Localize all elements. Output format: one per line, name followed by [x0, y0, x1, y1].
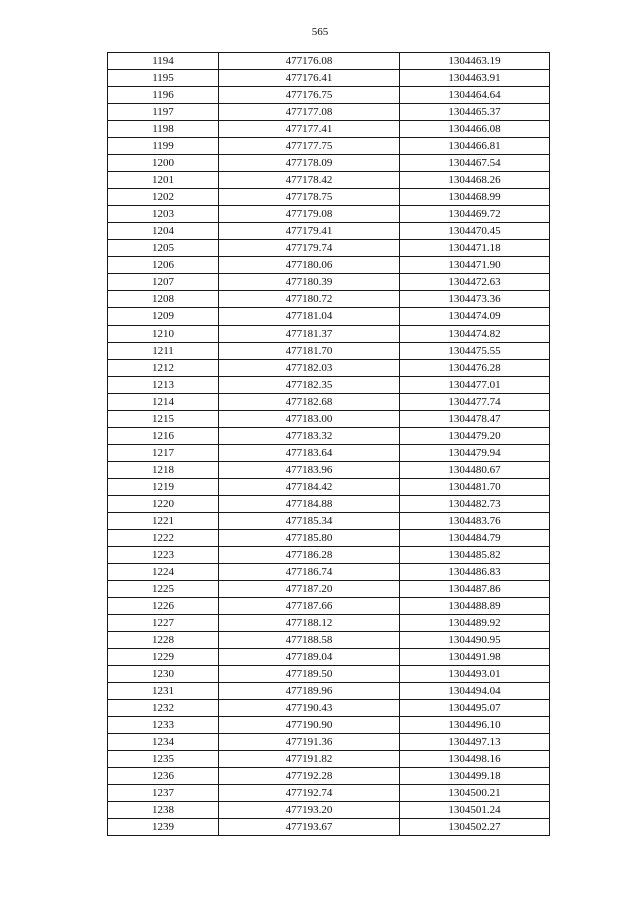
y-coordinate-cell: 1304499.18	[400, 768, 550, 785]
table-row	[108, 121, 550, 138]
point-number-cell: 1238	[108, 802, 219, 819]
y-coordinate-cell: 1304480.67	[400, 461, 550, 478]
page-number: 565	[311, 26, 329, 38]
table-row	[108, 138, 550, 155]
point-number-cell: 1203	[108, 206, 219, 223]
x-coordinate-cell: 477176.75	[219, 87, 400, 104]
x-coordinate-cell: 477189.50	[219, 666, 400, 683]
x-coordinate-cell: 477191.36	[219, 734, 400, 751]
point-number-cell: 1198	[108, 121, 219, 138]
point-number-cell: 1195	[108, 70, 219, 87]
table-row	[108, 359, 550, 376]
x-coordinate-cell: 477181.04	[219, 308, 400, 325]
x-coordinate-cell: 477179.41	[219, 223, 400, 240]
table-row	[108, 751, 550, 768]
y-coordinate-cell: 1304471.18	[400, 240, 550, 257]
x-coordinate-cell: 477188.12	[219, 615, 400, 632]
x-coordinate-cell: 477189.04	[219, 649, 400, 666]
table-row	[108, 461, 550, 478]
table-row	[108, 649, 550, 666]
table-row	[108, 495, 550, 512]
point-number-cell: 1219	[108, 478, 219, 495]
point-number-cell: 1209	[108, 308, 219, 325]
x-coordinate-cell: 477183.64	[219, 444, 400, 461]
table-row	[108, 410, 550, 427]
x-coordinate-cell: 477192.28	[219, 768, 400, 785]
table-row	[108, 206, 550, 223]
table-row	[108, 512, 550, 529]
x-coordinate-cell: 477177.08	[219, 104, 400, 121]
point-number-cell: 1213	[108, 376, 219, 393]
table-row	[108, 819, 550, 836]
x-coordinate-cell: 477182.03	[219, 359, 400, 376]
y-coordinate-cell: 1304471.90	[400, 257, 550, 274]
x-coordinate-cell: 477191.82	[219, 751, 400, 768]
point-number-cell: 1200	[108, 155, 219, 172]
x-coordinate-cell: 477183.00	[219, 410, 400, 427]
table-row	[108, 529, 550, 546]
point-number-cell: 1226	[108, 598, 219, 615]
table-row	[108, 223, 550, 240]
x-coordinate-cell: 477193.67	[219, 819, 400, 836]
table-row	[108, 444, 550, 461]
y-coordinate-cell: 1304490.95	[400, 632, 550, 649]
y-coordinate-cell: 1304472.63	[400, 274, 550, 291]
table-row	[108, 274, 550, 291]
y-coordinate-cell: 1304488.89	[400, 598, 550, 615]
point-number-cell: 1231	[108, 683, 219, 700]
point-number-cell: 1221	[108, 512, 219, 529]
point-number-cell: 1194	[108, 53, 219, 70]
point-number-cell: 1222	[108, 529, 219, 546]
point-number-cell: 1235	[108, 751, 219, 768]
table-row	[108, 325, 550, 342]
y-coordinate-cell: 1304475.55	[400, 342, 550, 359]
x-coordinate-cell: 477176.08	[219, 53, 400, 70]
coordinates-table-body	[108, 53, 550, 836]
y-coordinate-cell: 1304486.83	[400, 563, 550, 580]
point-number-cell: 1228	[108, 632, 219, 649]
y-coordinate-cell: 1304479.94	[400, 444, 550, 461]
table-row	[108, 342, 550, 359]
y-coordinate-cell: 1304473.36	[400, 291, 550, 308]
point-number-cell: 1197	[108, 104, 219, 121]
table-row	[108, 683, 550, 700]
point-number-cell: 1225	[108, 580, 219, 597]
point-number-cell: 1237	[108, 785, 219, 802]
point-number-cell: 1216	[108, 427, 219, 444]
point-number-cell: 1212	[108, 359, 219, 376]
point-number-cell: 1199	[108, 138, 219, 155]
point-number-cell: 1215	[108, 410, 219, 427]
point-number-cell: 1207	[108, 274, 219, 291]
x-coordinate-cell: 477179.74	[219, 240, 400, 257]
point-number-cell: 1220	[108, 495, 219, 512]
table-row	[108, 768, 550, 785]
y-coordinate-cell: 1304469.72	[400, 206, 550, 223]
x-coordinate-cell: 477187.20	[219, 580, 400, 597]
y-coordinate-cell: 1304487.86	[400, 580, 550, 597]
table-row	[108, 189, 550, 206]
point-number-cell: 1205	[108, 240, 219, 257]
x-coordinate-cell: 477183.32	[219, 427, 400, 444]
table-row	[108, 598, 550, 615]
point-number-cell: 1233	[108, 717, 219, 734]
point-number-cell: 1217	[108, 444, 219, 461]
y-coordinate-cell: 1304468.99	[400, 189, 550, 206]
x-coordinate-cell: 477188.58	[219, 632, 400, 649]
point-number-cell: 1202	[108, 189, 219, 206]
y-coordinate-cell: 1304502.27	[400, 819, 550, 836]
table-row	[108, 393, 550, 410]
table-row	[108, 563, 550, 580]
x-coordinate-cell: 477181.70	[219, 342, 400, 359]
y-coordinate-cell: 1304494.04	[400, 683, 550, 700]
y-coordinate-cell: 1304483.76	[400, 512, 550, 529]
y-coordinate-cell: 1304465.37	[400, 104, 550, 121]
table-row	[108, 308, 550, 325]
y-coordinate-cell: 1304500.21	[400, 785, 550, 802]
y-coordinate-cell: 1304467.54	[400, 155, 550, 172]
point-number-cell: 1234	[108, 734, 219, 751]
y-coordinate-cell: 1304463.91	[400, 70, 550, 87]
y-coordinate-cell: 1304485.82	[400, 546, 550, 563]
y-coordinate-cell: 1304468.26	[400, 172, 550, 189]
x-coordinate-cell: 477185.34	[219, 512, 400, 529]
x-coordinate-cell: 477189.96	[219, 683, 400, 700]
point-number-cell: 1229	[108, 649, 219, 666]
x-coordinate-cell: 477176.41	[219, 70, 400, 87]
y-coordinate-cell: 1304470.45	[400, 223, 550, 240]
point-number-cell: 1201	[108, 172, 219, 189]
point-number-cell: 1210	[108, 325, 219, 342]
point-number-cell: 1206	[108, 257, 219, 274]
point-number-cell: 1218	[108, 461, 219, 478]
y-coordinate-cell: 1304495.07	[400, 700, 550, 717]
point-number-cell: 1214	[108, 393, 219, 410]
y-coordinate-cell: 1304463.19	[400, 53, 550, 70]
point-number-cell: 1208	[108, 291, 219, 308]
table-row	[108, 172, 550, 189]
y-coordinate-cell: 1304478.47	[400, 410, 550, 427]
y-coordinate-cell: 1304501.24	[400, 802, 550, 819]
y-coordinate-cell: 1304477.74	[400, 393, 550, 410]
y-coordinate-cell: 1304493.01	[400, 666, 550, 683]
x-coordinate-cell: 477178.09	[219, 155, 400, 172]
table-row	[108, 53, 550, 70]
y-coordinate-cell: 1304484.79	[400, 529, 550, 546]
table-row	[108, 785, 550, 802]
y-coordinate-cell: 1304496.10	[400, 717, 550, 734]
table-row	[108, 734, 550, 751]
table-row	[108, 376, 550, 393]
table-row	[108, 802, 550, 819]
x-coordinate-cell: 477185.80	[219, 529, 400, 546]
x-coordinate-cell: 477182.35	[219, 376, 400, 393]
point-number-cell: 1232	[108, 700, 219, 717]
x-coordinate-cell: 477192.74	[219, 785, 400, 802]
table-row	[108, 546, 550, 563]
point-number-cell: 1211	[108, 342, 219, 359]
table-row	[108, 87, 550, 104]
y-coordinate-cell: 1304466.08	[400, 121, 550, 138]
x-coordinate-cell: 477180.06	[219, 257, 400, 274]
x-coordinate-cell: 477183.96	[219, 461, 400, 478]
x-coordinate-cell: 477178.42	[219, 172, 400, 189]
table-row	[108, 104, 550, 121]
x-coordinate-cell: 477190.90	[219, 717, 400, 734]
table-row	[108, 700, 550, 717]
y-coordinate-cell: 1304482.73	[400, 495, 550, 512]
table-row	[108, 666, 550, 683]
point-number-cell: 1236	[108, 768, 219, 785]
point-number-cell: 1224	[108, 563, 219, 580]
coordinates-table	[107, 52, 550, 836]
point-number-cell: 1204	[108, 223, 219, 240]
table-row	[108, 257, 550, 274]
x-coordinate-cell: 477177.41	[219, 121, 400, 138]
table-row	[108, 291, 550, 308]
x-coordinate-cell: 477182.68	[219, 393, 400, 410]
point-number-cell: 1239	[108, 819, 219, 836]
x-coordinate-cell: 477187.66	[219, 598, 400, 615]
x-coordinate-cell: 477180.72	[219, 291, 400, 308]
table-row	[108, 70, 550, 87]
table-row	[108, 240, 550, 257]
x-coordinate-cell: 477184.42	[219, 478, 400, 495]
point-number-cell: 1196	[108, 87, 219, 104]
y-coordinate-cell: 1304466.81	[400, 138, 550, 155]
point-number-cell: 1223	[108, 546, 219, 563]
y-coordinate-cell: 1304479.20	[400, 427, 550, 444]
table-row	[108, 478, 550, 495]
x-coordinate-cell: 477181.37	[219, 325, 400, 342]
y-coordinate-cell: 1304464.64	[400, 87, 550, 104]
table-row	[108, 155, 550, 172]
y-coordinate-cell: 1304476.28	[400, 359, 550, 376]
x-coordinate-cell: 477178.75	[219, 189, 400, 206]
table-row	[108, 427, 550, 444]
x-coordinate-cell: 477180.39	[219, 274, 400, 291]
point-number-cell: 1230	[108, 666, 219, 683]
point-number-cell: 1227	[108, 615, 219, 632]
y-coordinate-cell: 1304497.13	[400, 734, 550, 751]
x-coordinate-cell: 477193.20	[219, 802, 400, 819]
y-coordinate-cell: 1304489.92	[400, 615, 550, 632]
x-coordinate-cell: 477186.74	[219, 563, 400, 580]
y-coordinate-cell: 1304481.70	[400, 478, 550, 495]
x-coordinate-cell: 477186.28	[219, 546, 400, 563]
y-coordinate-cell: 1304498.16	[400, 751, 550, 768]
table-row	[108, 615, 550, 632]
x-coordinate-cell: 477177.75	[219, 138, 400, 155]
table-row	[108, 580, 550, 597]
table-row	[108, 717, 550, 734]
y-coordinate-cell: 1304491.98	[400, 649, 550, 666]
table-row	[108, 632, 550, 649]
x-coordinate-cell: 477184.88	[219, 495, 400, 512]
y-coordinate-cell: 1304477.01	[400, 376, 550, 393]
x-coordinate-cell: 477179.08	[219, 206, 400, 223]
y-coordinate-cell: 1304474.82	[400, 325, 550, 342]
x-coordinate-cell: 477190.43	[219, 700, 400, 717]
y-coordinate-cell: 1304474.09	[400, 308, 550, 325]
